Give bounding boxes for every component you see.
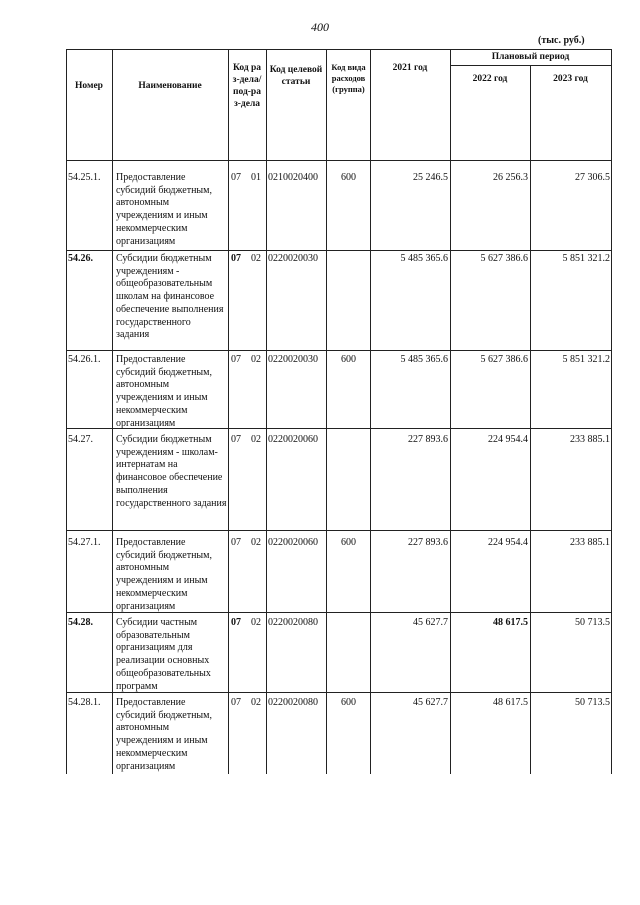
- row-value-2021: 227 893.6: [408, 537, 448, 548]
- row-subsection: 02: [251, 697, 261, 708]
- units-label: (тыс. руб.): [538, 35, 585, 46]
- row-subsection: 02: [251, 434, 261, 445]
- row-value-2023: 5 851 321.2: [562, 253, 610, 264]
- row-subsection: 02: [251, 617, 261, 628]
- row-section: 07: [231, 697, 241, 708]
- row-target-code: 0220020030: [268, 354, 318, 365]
- header-planned-period: Плановый период: [491, 52, 570, 62]
- header-year-2022: 2022 год: [472, 74, 508, 84]
- row-value-2023: 233 885.1: [570, 434, 610, 445]
- row-value-2021: 25 246.5: [413, 172, 448, 183]
- header-number: Номер: [75, 81, 103, 91]
- row-section: 07: [231, 172, 241, 183]
- row-number: 54.27.1.: [68, 537, 101, 548]
- row-expense-code: 600: [341, 354, 356, 365]
- row-number: 54.28.: [68, 617, 93, 628]
- row-name: Предоставление субсидий бюджетным, автономным учреждениям и иным некоммерческим организациям: [116, 172, 212, 247]
- header-year-2023: 2023 год: [553, 74, 588, 84]
- row-value-2022: 224 954.4: [488, 434, 528, 445]
- row-value-2023: 233 885.1: [570, 537, 610, 548]
- row-subsection: 02: [251, 354, 261, 365]
- row-name: Субсидии бюджетным учреждениям - школам-интернатам на финансовое обеспечение выполнения государственного задания: [116, 434, 227, 509]
- row-number: 54.26.: [68, 253, 93, 264]
- row-subsection: 02: [251, 253, 261, 264]
- row-value-2022: 5 627 386.6: [480, 253, 528, 264]
- header-year-2021: 2021 год: [392, 63, 428, 73]
- row-value-2023: 5 851 321.2: [562, 354, 610, 365]
- row-value-2021: 45 627.7: [413, 617, 448, 628]
- row-number: 54.28.1.: [68, 697, 101, 708]
- row-target-code: 0210020400: [268, 172, 318, 183]
- row-subsection: 01: [251, 172, 261, 183]
- header-name: Наименование: [138, 81, 202, 91]
- row-name: Субсидии частным образовательным организациям для реализации основных общеобразовательных программ: [116, 617, 211, 692]
- row-target-code: 0220020030: [268, 253, 318, 264]
- row-section: 07: [231, 354, 241, 365]
- row-number: 54.27.: [68, 434, 93, 445]
- row-name: Предоставление субсидий бюджетным, автономным учреждениям и иным некоммерческим организациям: [116, 537, 212, 612]
- row-name: Предоставление субсидий бюджетным, автономным учреждениям и иным некоммерческим организациям: [116, 354, 212, 429]
- row-section: 07: [231, 434, 241, 445]
- row-value-2021: 227 893.6: [408, 434, 448, 445]
- header-section-code: Код раз-дела/ под-раз-дела: [232, 63, 262, 109]
- row-value-2022: 224 954.4: [488, 537, 528, 548]
- row-target-code: 0220020080: [268, 697, 318, 708]
- row-expense-code: 600: [341, 172, 356, 183]
- row-number: 54.26.1.: [68, 354, 101, 365]
- row-expense-code: 600: [341, 697, 356, 708]
- row-value-2023: 50 713.5: [575, 697, 610, 708]
- row-value-2021: 5 485 365.6: [400, 354, 448, 365]
- row-value-2022: 26 256.3: [493, 172, 528, 183]
- row-name: Субсидии бюджетным учреждениям - общеобразовательным школам на финансовое обеспечение выполнения государственного задания: [116, 253, 224, 341]
- row-value-2021: 5 485 365.6: [400, 253, 448, 264]
- row-value-2023: 50 713.5: [575, 617, 610, 628]
- row-target-code: 0220020060: [268, 434, 318, 445]
- row-subsection: 02: [251, 537, 261, 548]
- row-name: Предоставление субсидий бюджетным, автономным учреждениям и иным некоммерческим организациям: [116, 697, 212, 772]
- row-section: 07: [231, 253, 241, 264]
- row-expense-code: 600: [341, 537, 356, 548]
- row-value-2023: 27 306.5: [575, 172, 610, 183]
- header-target-code: Код целевой статьи: [269, 65, 323, 87]
- header-expense-code: Код вида расходов (группа): [331, 62, 366, 94]
- row-value-2022: 48 617.5: [493, 697, 528, 708]
- row-value-2022: 5 627 386.6: [480, 354, 528, 365]
- row-section: 07: [231, 617, 241, 628]
- row-value-2021: 45 627.7: [413, 697, 448, 708]
- row-number: 54.25.1.: [68, 172, 101, 183]
- row-target-code: 0220020060: [268, 537, 318, 548]
- row-section: 07: [231, 537, 241, 548]
- row-target-code: 0220020080: [268, 617, 318, 628]
- row-value-2022: 48 617.5: [493, 617, 528, 628]
- page-number: 400: [311, 20, 329, 34]
